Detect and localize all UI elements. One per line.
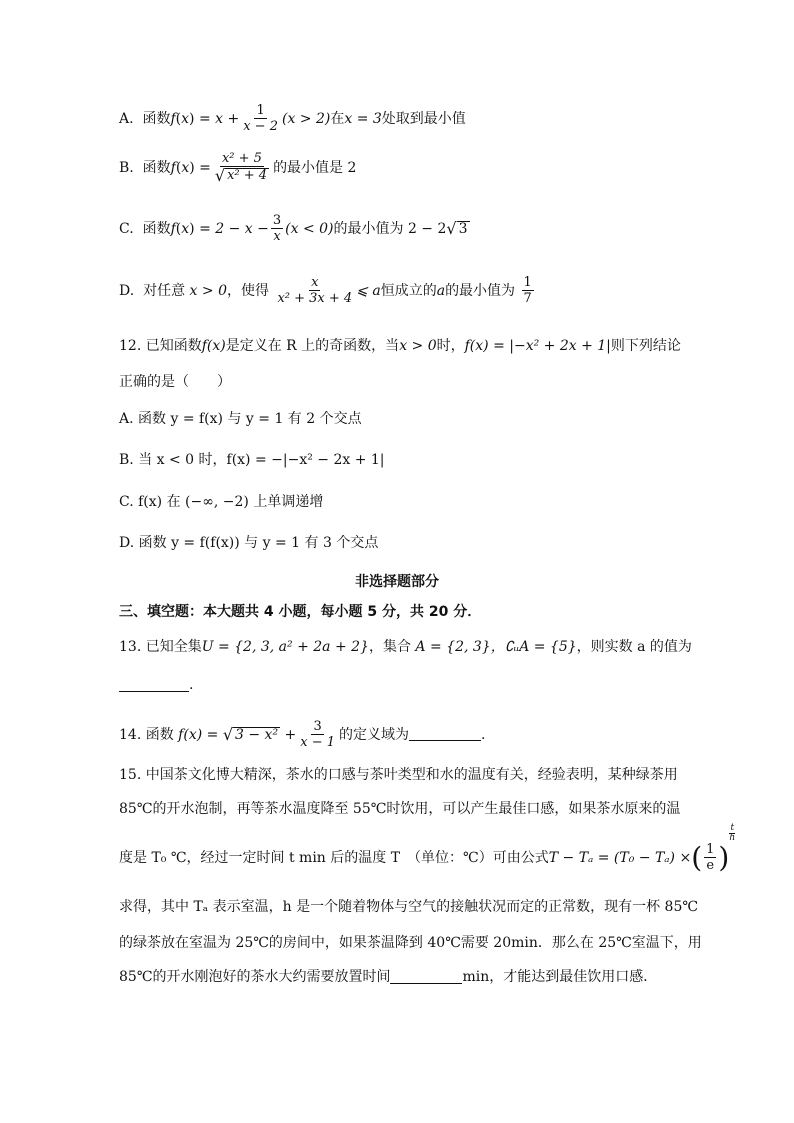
q12-line2 (119, 375, 231, 389)
fraction (275, 276, 354, 305)
q12-option-b (119, 453, 385, 467)
fraction (298, 720, 337, 749)
option-d (119, 276, 536, 305)
expr: f(x) = (178, 726, 219, 743)
text: B. 当 x < 0 时，f(x) = −|−x² − 2x + 1| (119, 452, 385, 468)
condition: (x > 2) (281, 110, 331, 127)
text: 是定义在 R 上的奇函数，当 (225, 338, 400, 354)
numerator: 1 (256, 103, 265, 118)
text: 求得，其中 Tₐ 表示室温，h 是一个随着物体与空气的接触状况而定的正常数，现有一杯 85℃ (119, 899, 699, 915)
q12-line1 (119, 339, 681, 353)
text: 的最小值为 (333, 220, 404, 237)
text: + (284, 726, 297, 743)
text: 恒成立的 (380, 282, 437, 299)
text: 的绿茶放在室温为 25℃的房间中，如果茶温降到 40℃需要 20min．那么在 25℃室温下，用 (119, 935, 702, 951)
denominator: x² + 3x + 4 (277, 291, 353, 306)
text: 对任意 (143, 282, 186, 299)
expr: A = {2, 3} (415, 639, 491, 655)
numerator: 3 (313, 719, 322, 734)
text: . (189, 677, 194, 693)
answer-blank[interactable] (119, 679, 189, 692)
q15-line3 (119, 823, 736, 874)
option-label: C. (119, 220, 134, 237)
text: ，集合 (368, 639, 411, 655)
text: ，则实数 a 的值为 (576, 639, 692, 655)
func-f: f (170, 220, 176, 237)
text: ，使得 (226, 282, 269, 299)
text: . (481, 726, 486, 743)
var-x: x (181, 220, 190, 237)
denominator (213, 167, 271, 184)
text: 85℃的开水泡制，再等茶水温度降至 55℃时饮用，可以产生最佳口感，如果茶水原来的温 (119, 801, 681, 817)
formula: T − Tₐ = (T₀ − Tₐ) × (548, 849, 692, 866)
option-c: C. 函数 f ( x ) = 2 − x − $\frac{3}{x}$ (x < 0) 的最小值为 2 − 2 √ 3 (119, 213, 468, 244)
text: 14. 函数 (119, 726, 174, 743)
denominator: 7 (523, 291, 532, 306)
denominator: x (273, 229, 281, 244)
condition: (x < 0) (285, 220, 334, 237)
expr: = (199, 160, 211, 176)
text: 的最小值为 (445, 282, 516, 299)
denominator: x − 1 (300, 735, 336, 750)
radicand: 3 (458, 220, 468, 237)
var-a: a (436, 282, 446, 299)
func-f: f (170, 110, 176, 127)
numerator: x (311, 275, 319, 290)
option-a: A. 函数 f ( x ) = x + $\frac{1}{x - 2}$ (x > 2) 在 x = 3 处取到最小值 (119, 103, 466, 134)
func-f: f (170, 160, 176, 176)
expr: 2 − 2 (407, 220, 447, 237)
q15-line2 (119, 802, 680, 816)
numerator: 3 (272, 213, 282, 228)
expr: U = {2, 3, a² + 2a + 2} (201, 639, 369, 655)
option-b: B. 函数 f ( x ) = x² + 5 √ x² + 4 的最小值是 2 (119, 151, 357, 185)
q12-option-a (119, 412, 362, 426)
q14 (119, 720, 485, 749)
fraction (241, 104, 280, 133)
denominator: x − 2 (243, 119, 278, 134)
sqrt: √ 3 − x² (222, 724, 279, 744)
answer-blank[interactable] (409, 728, 481, 741)
text: 的定义域为 (339, 726, 410, 743)
var-x: x (181, 110, 190, 127)
numerator: t (730, 823, 735, 833)
denominator: h (729, 833, 736, 843)
text: 15. 中国茶文化博大精深，茶水的口感与茶叶类型和水的温度有关，经验表明，某种绿茶用 (119, 767, 678, 783)
answer-blank[interactable] (390, 971, 462, 984)
sqrt: √ 3 (446, 218, 468, 238)
text: 13. 已知全集 (119, 639, 202, 655)
expr: = x + (198, 110, 240, 127)
var-x: x (181, 160, 190, 176)
denominator: e (706, 858, 715, 873)
numerator: 1 (706, 842, 715, 857)
fraction (522, 276, 534, 305)
text: 度是 T₀ ℃，经过一定时间 t min 后的温度 T （单位：℃）可由公式 (119, 849, 549, 866)
expr: ，∁ᵤA = {5} (490, 639, 577, 655)
condition: x > 0 (399, 338, 437, 354)
fraction (271, 214, 283, 243)
option-label: B. (119, 160, 134, 176)
option-label: D. (119, 282, 135, 299)
text: 处取到最小值 (381, 110, 466, 127)
paren: ( (691, 840, 703, 874)
q15-line4 (119, 900, 698, 914)
text: 函数 (142, 220, 171, 237)
expr: = 2 − x − (199, 220, 269, 237)
text: min，才能达到最佳饮用口感． (462, 969, 658, 985)
option-label: A. (119, 110, 134, 127)
text: 时， (436, 338, 465, 354)
expr: x = 3 (344, 110, 382, 127)
text: 函数 (142, 110, 171, 127)
text: 85℃的开水刚泡好的茶水大约需要放置时间 (119, 969, 391, 985)
q13-line2 (119, 678, 193, 692)
fraction (704, 843, 716, 872)
section-title: 非选择题部分 (355, 574, 439, 590)
text: 函数 (142, 160, 171, 176)
sqrt: √ x² + 4 (214, 166, 268, 185)
q12-option-d (119, 536, 378, 550)
q15-line1 (119, 768, 678, 782)
expr: f(x) (201, 338, 226, 354)
text: 12. 已知函数 (119, 338, 202, 354)
q12-option-c (119, 495, 323, 509)
fraction (213, 152, 271, 184)
numerator: 1 (523, 275, 532, 290)
text: 则下列结论 (610, 338, 681, 354)
text: 的最小值是 2 (273, 160, 357, 176)
text: A. 函数 y = f(x) 与 y = 1 有 2 个交点 (119, 411, 362, 427)
text: C. f(x) 在 (−∞, −2) 上单调递增 (119, 494, 324, 510)
exponent-fraction (729, 824, 735, 843)
text: D. 函数 y = f(f(x)) 与 y = 1 有 3 个交点 (119, 535, 379, 551)
radicand: 3 − x² (235, 726, 279, 743)
condition: x > 0 (189, 282, 227, 299)
text: 正确的是（ ） (119, 374, 231, 390)
q13-line1 (119, 640, 692, 654)
relation: ⩽ a (356, 282, 381, 299)
radicand: x² + 4 (227, 168, 268, 183)
part-three-header: 三、填空题：本大题共 4 小题，每小题 5 分，共 20 分． (119, 604, 482, 620)
q15-line6 (119, 970, 657, 984)
q15-line5 (119, 936, 702, 950)
numerator: x² + 5 (221, 151, 262, 166)
paren: ) (718, 840, 730, 874)
expr: f(x) = |−x² + 2x + 1| (464, 338, 611, 354)
text: 在 (330, 110, 345, 127)
